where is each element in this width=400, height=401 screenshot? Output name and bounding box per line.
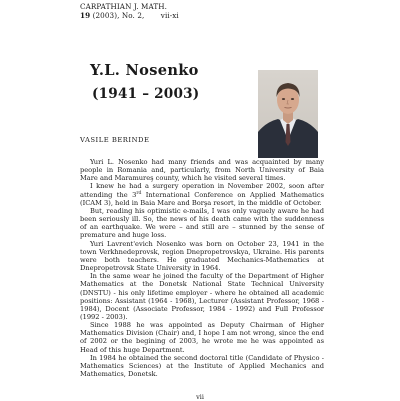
journal-volume: 19 — [80, 11, 91, 20]
journal-name: CARPATHIAN J. MATH. — [80, 2, 168, 11]
journal-issue: (2003), No. 2, — [92, 11, 145, 20]
article-title: Y.L. Nosenko — [90, 62, 199, 79]
article-body — [80, 158, 324, 378]
page-number: vii — [196, 393, 204, 401]
paragraph-text: I knew he had a surgery operation in November 2002, soon after attending the 3 — [80, 182, 324, 199]
paragraph: In 1984 he obtained the second doctoral title (Candidate of Physico - Mathematics Sciences) at the Institute of Applied Mechanics and Mathematics, Donetsk. — [80, 353, 324, 379]
paragraph — [80, 182, 324, 206]
paragraph-text: International Conference on Applied Mathematics (ICAM 3), held in Baia Mare and Borşa resort, in the middle of October. — [80, 190, 324, 207]
journal-pages: vii-xi — [160, 11, 179, 20]
ordinal-superscript: rd — [136, 190, 142, 196]
article-years: (1941 – 2003) — [92, 86, 200, 102]
paragraph: Yuri Lavrent'evich Nosenko was born on October 23, 1941 in the town Verkhnedeprovsk, region Dnepropetrovskya, Ukraine. His parents were both teachers. He graduated Mechanics-Mathematics at Dnepropetrovsk State University in 1964. — [80, 239, 324, 273]
paragraph: Yuri L. Nosenko had many friends and was acquainted by many people in Romania and, particularly, from North University of Baia Mare and Maramureş county, which he visited several times. — [80, 158, 324, 183]
paragraph: Since 1988 he was appointed as Deputy Chairman of Higher Mathematics Division (Chair) and, I hope I am not wrong, since the end of 2002 or the begining of 2003, he wrote me he was appointed as Head of this huge Department. — [80, 321, 324, 354]
portrait-photo — [258, 70, 318, 158]
paragraph: But, reading his optimistic e-mails, I was only vaguely aware he had been seriously ill. So, the news of his death came with the suddenness of an earthquake. We were – and still are – stunned by the sense of premature and huge loss. — [80, 206, 324, 240]
paragraph: In the same wear he joined the faculty of the Department of Higher Mathematics at the Donetsk National State Technical University (DNSTU) - his only lifetime employer - where he obtained all academic positions: Assistant (1964 - 1968), Lecturer (Assistant Professor, 1968 - 1984), Docent (Associate Professor, 1984 - 1992) and Full Professor (1992 - 2003). — [80, 272, 324, 321]
article-author: VASILE BERINDE — [80, 136, 150, 144]
journal-header — [80, 2, 179, 20]
journal-citation — [80, 11, 179, 20]
